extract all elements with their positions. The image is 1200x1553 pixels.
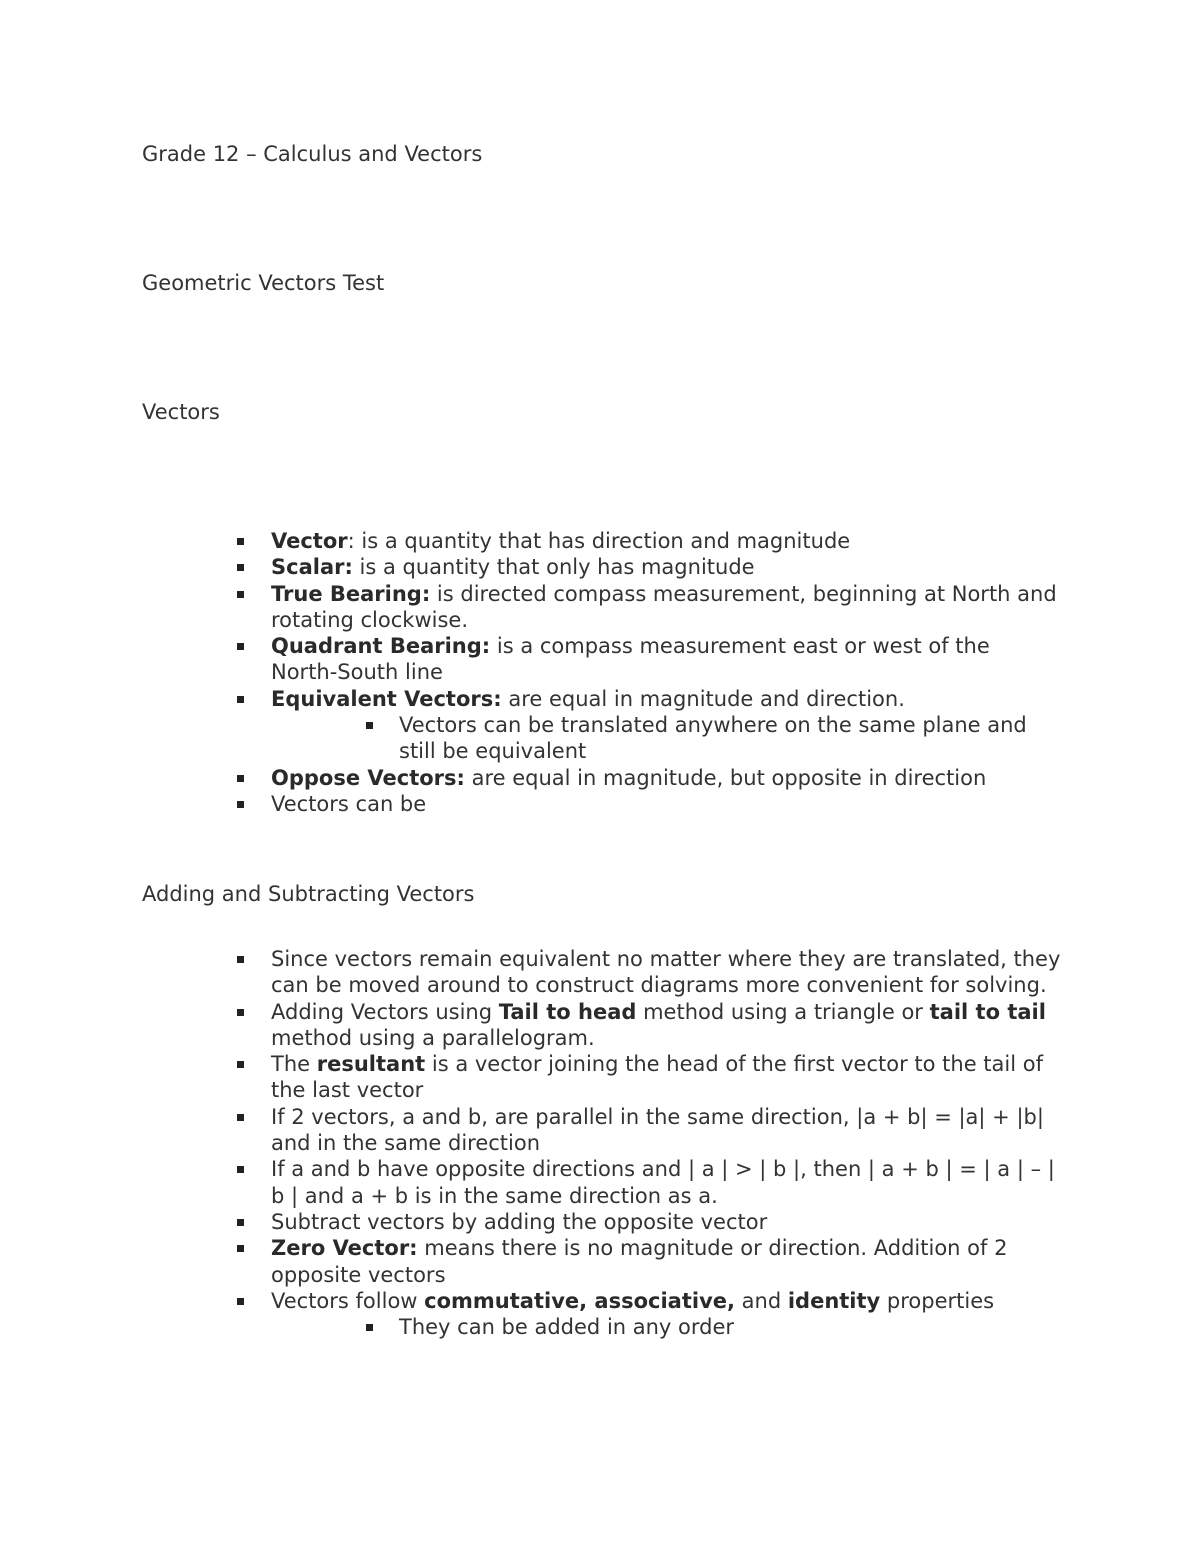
bullet-icon <box>237 1114 244 1121</box>
item-text: Since vectors remain equivalent no matter where they are translated, they can be moved around to construct diagrams more convenient for solving. <box>271 947 1061 998</box>
term-label: Scalar: <box>271 555 353 580</box>
bullet-icon <box>366 1324 373 1331</box>
term-label: True Bearing: <box>271 581 431 606</box>
item-text: and <box>734 1288 788 1313</box>
item-text: If a and b have opposite directions and | a | > | b |, then | a + b | = | a | – | b | and a + b is in the same direction as a. <box>271 1157 1055 1208</box>
test-title: Geometric Vectors Test <box>142 271 385 295</box>
definition-text: is directed compass measurement, beginning at North and rotating clockwise. <box>271 581 1057 632</box>
definition-text: are equal in magnitude, but opposite in direction <box>464 765 987 790</box>
sub-list-item <box>399 1314 1039 1340</box>
list-item <box>271 999 1061 1052</box>
bullet-icon <box>237 1298 244 1305</box>
emphasis-text: identity <box>787 1288 881 1313</box>
item-text: If 2 vectors, a and b, are parallel in the same direction, |a + b| = |a| + |b| and in the same direction <box>271 1104 1044 1156</box>
adding-subtracting-list <box>0 946 1200 1340</box>
emphasis-text: commutative, associative, <box>424 1288 735 1313</box>
bullet-icon <box>237 1245 244 1252</box>
item-text: properties <box>880 1288 995 1313</box>
list-item <box>271 581 1061 634</box>
bullet-icon <box>237 1061 244 1068</box>
bullet-icon <box>237 775 244 782</box>
bullet-icon <box>237 1219 244 1226</box>
list-item <box>271 765 1061 791</box>
item-text: method using a triangle or <box>636 999 930 1024</box>
bullet-icon <box>366 722 373 729</box>
item-text: They can be added in any order <box>399 1315 735 1340</box>
emphasis-text: Tail to head <box>498 999 637 1024</box>
bullet-icon <box>237 564 244 571</box>
list-item <box>271 1104 1061 1157</box>
list-item <box>271 528 1061 554</box>
list-item <box>271 1209 1061 1235</box>
item-text: Vectors can be <box>271 791 427 816</box>
item-text: Adding Vectors using <box>271 999 499 1024</box>
list-item <box>271 1288 1061 1314</box>
item-text: method using a parallelogram. <box>271 1025 595 1050</box>
bullet-icon <box>237 956 244 963</box>
emphasis-text: resultant <box>316 1052 426 1077</box>
item-text: The <box>271 1052 317 1077</box>
course-title: Grade 12 – Calculus and Vectors <box>142 142 483 166</box>
definition-text: is a quantity that only has magnitude <box>352 555 755 580</box>
list-item <box>271 1051 1061 1104</box>
list-item <box>271 791 1061 817</box>
term-label: Zero Vector: <box>271 1236 418 1261</box>
bullet-icon <box>237 801 244 808</box>
term-label: Equivalent Vectors: <box>271 686 502 711</box>
bullet-icon <box>237 538 244 545</box>
list-item <box>271 686 1061 712</box>
section-heading-adding-subtracting: Adding and Subtracting Vectors <box>142 882 475 906</box>
list-item <box>271 554 1061 580</box>
item-text: Vectors follow <box>271 1288 425 1313</box>
definition-text: means there is no magnitude or direction. Addition of 2 opposite vectors <box>271 1236 1008 1287</box>
term-label: Quadrant Bearing: <box>271 634 491 659</box>
definition-text: : is a quantity that has direction and magnitude <box>347 529 851 553</box>
bullet-icon <box>237 1166 244 1173</box>
vectors-list <box>0 528 1200 817</box>
section-heading-vectors: Vectors <box>142 400 220 424</box>
list-item <box>271 946 1061 999</box>
item-text: Subtract vectors by adding the opposite vector <box>271 1209 768 1234</box>
sub-list-item <box>399 712 1039 765</box>
list-item <box>271 633 1061 686</box>
bullet-icon <box>237 591 244 598</box>
item-text: is a vector joining the head of the first vector to the tail of the last vector <box>271 1052 1043 1103</box>
definition-text: is a compass measurement east or west of the North-South line <box>271 634 990 685</box>
item-text: Vectors can be translated anywhere on the same plane and still be equivalent <box>399 713 1027 764</box>
term-label: Oppose Vectors: <box>271 765 465 790</box>
term-label: Vector <box>271 529 348 553</box>
definition-text: are equal in magnitude and direction. <box>501 686 905 711</box>
bullet-icon <box>237 643 244 650</box>
emphasis-text: tail to tail <box>929 999 1046 1024</box>
bullet-icon <box>237 1009 244 1016</box>
list-item <box>271 1156 1061 1209</box>
list-item <box>271 1235 1061 1288</box>
bullet-icon <box>237 696 244 703</box>
